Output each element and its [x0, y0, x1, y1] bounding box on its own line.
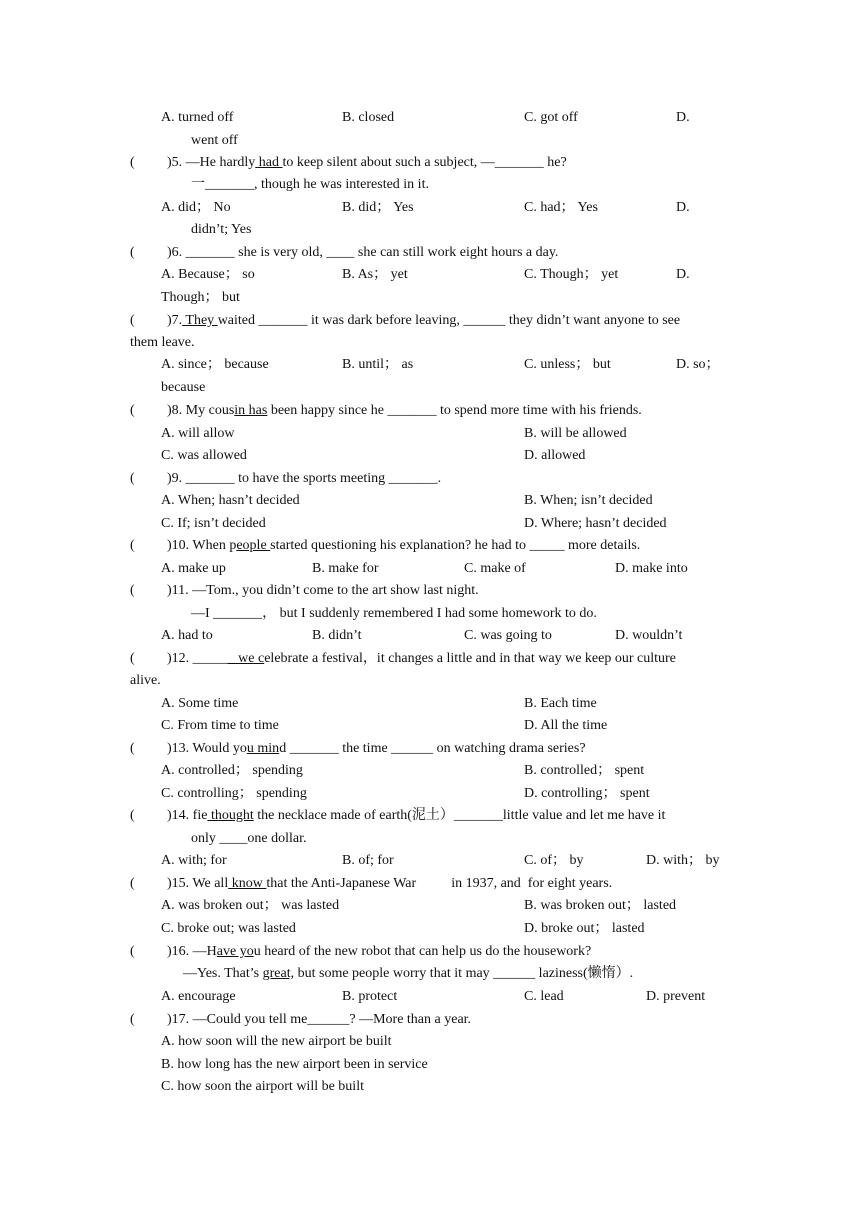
q16-option-a: A. encourage: [161, 989, 236, 1004]
q4-option-d-cont: went off: [191, 133, 238, 148]
question-5: )5. —He hardly had to keep silent about such a subject, —_______ he?: [167, 155, 567, 170]
q4-option-c: C. got off: [524, 110, 578, 125]
question-12: )12. ______ we celebrate a festival，it changes a little and in that way we keep our culture: [167, 651, 676, 666]
q5-option-b: B. did； Yes: [342, 200, 414, 215]
q8-paren: (: [130, 403, 135, 418]
q13-option-a: A. controlled； spending: [161, 763, 303, 778]
q17-paren: (: [130, 1012, 135, 1027]
q15-option-a: A. was broken out； was lasted: [161, 898, 340, 913]
question-14: )14. fie thought the necklace made of earth(泥土）_______little value and let me have it: [167, 808, 666, 823]
question-16: )16. —Have you heard of the new robot that can help us do the housework?: [167, 944, 592, 959]
q15-option-d: D. broke out； lasted: [524, 921, 645, 936]
q14-option-d: D. with； by: [646, 853, 720, 868]
q16-line2: —Yes. That’s great, but some people worry that it may ______ laziness(懒惰）.: [183, 966, 634, 981]
q5-option-c: C. had； Yes: [524, 200, 598, 215]
q9-option-c: C. If; isn’t decided: [161, 516, 266, 531]
q7-paren: (: [130, 313, 135, 328]
question-8: )8. My cousin has been happy since he _______ to spend more time with his friends.: [167, 403, 642, 418]
q15-paren: (: [130, 876, 135, 891]
q13-option-d: D. controlling； spent: [524, 786, 650, 801]
q17-option-a: A. how soon will the new airport be built: [161, 1034, 392, 1049]
q7-line2: them leave.: [130, 335, 195, 350]
q16-option-b: B. protect: [342, 989, 398, 1004]
q10-paren: (: [130, 538, 135, 553]
q13-paren: (: [130, 741, 135, 756]
q12-option-a: A. Some time: [161, 696, 239, 711]
question-15: )15. We all know that the Anti-Japanese War in 1937, and for eight years.: [167, 876, 613, 891]
q14-option-a: A. with; for: [161, 853, 227, 868]
q11-option-b: B. didn’t: [312, 628, 362, 643]
q13-option-c: C. controlling； spending: [161, 786, 307, 801]
q15-option-c: C. broke out; was lasted: [161, 921, 296, 936]
q12-paren: (: [130, 651, 135, 666]
q11-option-d: D. wouldn’t: [615, 628, 683, 643]
q4-option-d: D.: [676, 110, 690, 125]
q16-option-d: D. prevent: [646, 989, 706, 1004]
q14-paren: (: [130, 808, 135, 823]
q13-option-b: B. controlled； spent: [524, 763, 645, 778]
q10-option-b: B. make for: [312, 561, 379, 576]
q6-paren: (: [130, 245, 135, 260]
q9-paren: (: [130, 471, 135, 486]
q12-option-d: D. All the time: [524, 718, 608, 733]
q5-option-a: A. did； No: [161, 200, 231, 215]
q5-paren: (: [130, 155, 135, 170]
q6-option-d: D.: [676, 267, 690, 282]
q6-option-d-cont: Though； but: [161, 290, 240, 305]
q10-option-a: A. make up: [161, 561, 226, 576]
question-17: )17. —Could you tell me______? —More than a year.: [167, 1012, 472, 1027]
q5-option-d-cont: didn’t; Yes: [191, 222, 252, 237]
q16-paren: (: [130, 944, 135, 959]
q12-option-b: B. Each time: [524, 696, 597, 711]
q4-option-b: B. closed: [342, 110, 395, 125]
q6-option-c: C. Though； yet: [524, 267, 619, 282]
q9-option-a: A. When; hasn’t decided: [161, 493, 300, 508]
q4-option-a: A. turned off: [161, 110, 234, 125]
q6-option-b: B. As； yet: [342, 267, 408, 282]
q9-option-b: B. When; isn’t decided: [524, 493, 653, 508]
q5-option-d: D.: [676, 200, 690, 215]
q9-option-d: D. Where; hasn’t decided: [524, 516, 667, 531]
q11-paren: (: [130, 583, 135, 598]
question-7: )7. They waited _______ it was dark before leaving, ______ they didn’t want anyone to see: [167, 313, 681, 328]
q14-option-b: B. of; for: [342, 853, 394, 868]
q7-option-c: C. unless； but: [524, 357, 611, 372]
q12-option-c: C. From time to time: [161, 718, 279, 733]
q8-option-b: B. will be allowed: [524, 426, 627, 441]
q10-option-d: D. make into: [615, 561, 688, 576]
q12-line2: alive.: [130, 673, 161, 688]
q14-option-c: C. of； by: [524, 853, 584, 868]
q14-line2: only ____one dollar.: [191, 831, 307, 846]
q7-option-d-cont: because: [161, 380, 206, 395]
q16-option-c: C. lead: [524, 989, 564, 1004]
q8-option-a: A. will allow: [161, 426, 235, 441]
q5-line2: 一_______, though he was interested in it.: [191, 177, 429, 192]
q17-option-c: C. how soon the airport will be built: [161, 1079, 364, 1094]
question-10: )10. When people started questioning his explanation? he had to _____ more details.: [167, 538, 641, 553]
q11-option-c: C. was going to: [464, 628, 552, 643]
q7-option-a: A. since； because: [161, 357, 269, 372]
question-9: )9. _______ to have the sports meeting _______.: [167, 471, 442, 486]
question-13: )13. Would you mind _______ the time ______ on watching drama series?: [167, 741, 586, 756]
question-6: )6. _______ she is very old, ____ she can still work eight hours a day.: [167, 245, 559, 260]
q10-option-c: C. make of: [464, 561, 526, 576]
question-11: )11. —Tom., you didn’t come to the art show last night.: [167, 583, 479, 598]
q6-option-a: A. Because； so: [161, 267, 255, 282]
q17-option-b: B. how long has the new airport been in service: [161, 1057, 428, 1072]
q7-option-b: B. until； as: [342, 357, 414, 372]
q11-line2: —I _______， but I suddenly remembered I had some homework to do.: [191, 606, 597, 621]
q8-option-d: D. allowed: [524, 448, 586, 463]
q8-option-c: C. was allowed: [161, 448, 247, 463]
q11-option-a: A. had to: [161, 628, 213, 643]
q15-option-b: B. was broken out； lasted: [524, 898, 677, 913]
q7-option-d: D. so；: [676, 357, 720, 372]
